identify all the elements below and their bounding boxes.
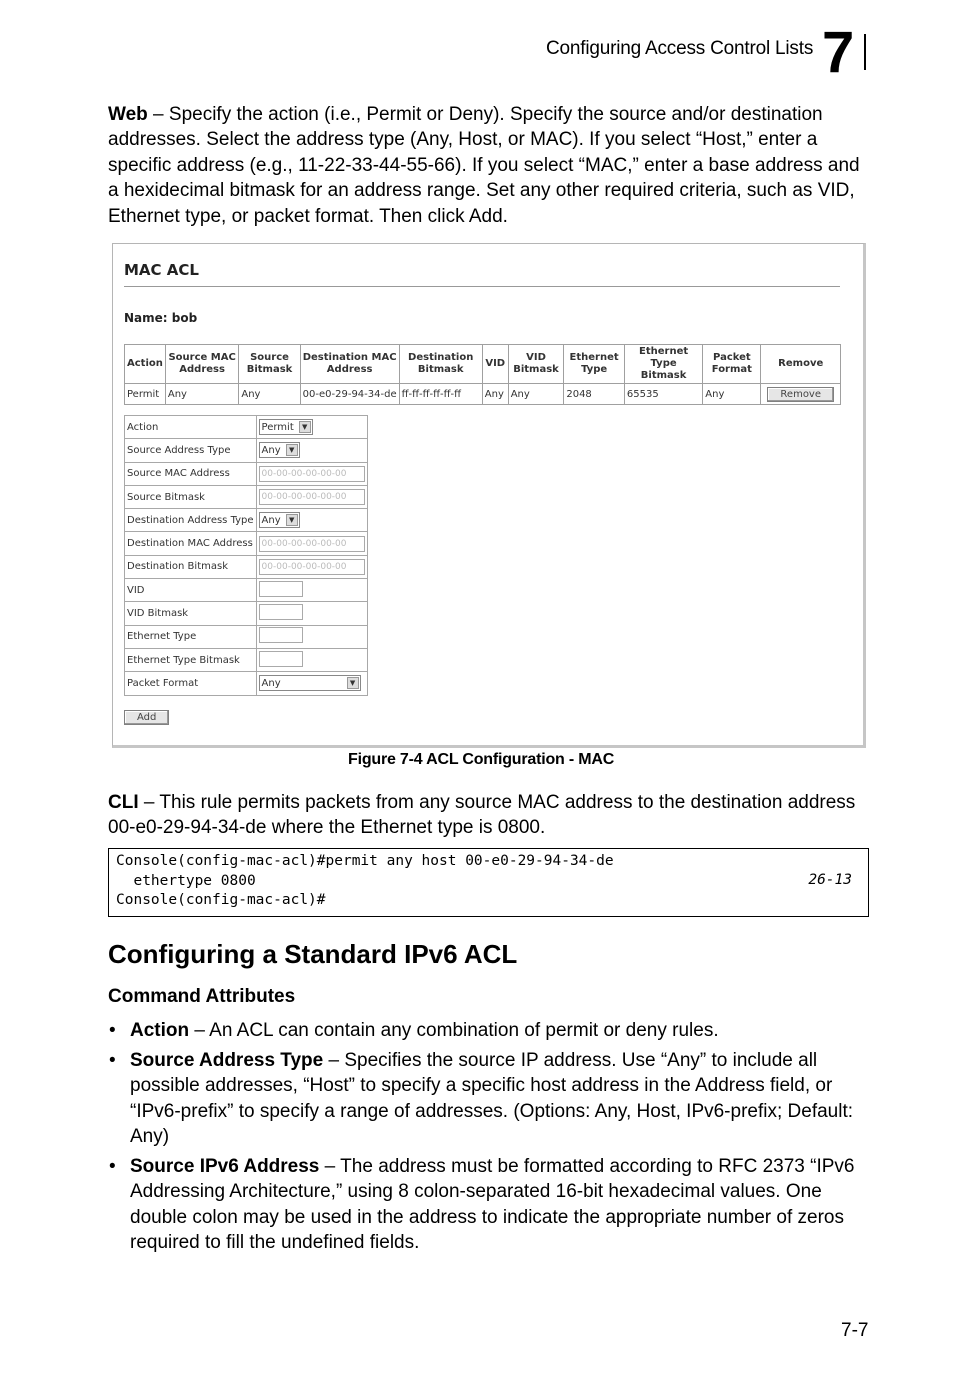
code-line-3: Console(config-mac-acl)# — [116, 892, 326, 908]
source-mac-address-input[interactable]: 00-00-00-00-00-00 — [259, 466, 365, 482]
command-reference: 26-13 — [808, 872, 852, 888]
web-lead: Web — [108, 104, 148, 125]
cli-paragraph — [108, 790, 868, 841]
page-number: 7-7 — [841, 1320, 869, 1341]
dropdown-arrow-icon: ▼ — [286, 514, 298, 526]
vid-bitmask-label: VID Bitmask — [125, 602, 257, 625]
bullet-icon: • — [109, 1020, 116, 1041]
action-select[interactable] — [259, 419, 313, 435]
packet-format-value: Any — [261, 678, 281, 690]
cell-source-mac: Any — [165, 384, 239, 405]
destination-bitmask-label: Destination Bitmask — [125, 555, 257, 578]
source-mac-address-label: Source MAC Address — [125, 462, 257, 485]
bullet-icon: • — [109, 1156, 116, 1177]
cli-code-block — [108, 848, 869, 917]
title-divider — [124, 286, 840, 287]
cell-vid-bitmask: Any — [508, 384, 564, 405]
source-address-type-label: Source Address Type — [125, 439, 257, 462]
web-paragraph — [108, 102, 868, 229]
add-button[interactable]: Add — [124, 710, 169, 725]
figure-caption: Figure 7-4 ACL Configuration - MAC — [348, 751, 615, 768]
dropdown-arrow-icon: ▼ — [347, 677, 359, 689]
list-item — [108, 1154, 868, 1256]
bullet-text: – The address must be formatted according to RFC 2373 “IPv6 Addressing Architecture,” using 8 colon-separated 16-bit hexadecimal values. One double colon may be used in the address to indicate the appropriate number of zeros required to fill the undefined fields. — [130, 1156, 855, 1254]
table-header-row — [125, 345, 841, 384]
col-source-mac: Source MAC Address — [165, 345, 239, 384]
running-header-title: Configuring Access Control Lists — [546, 38, 814, 59]
remove-button[interactable]: Remove — [767, 387, 834, 402]
vid-bitmask-input[interactable] — [259, 604, 303, 620]
header-divider — [864, 34, 866, 70]
packet-format-label: Packet Format — [125, 672, 257, 695]
cell-ethernet-type: 2048 — [564, 384, 625, 405]
acl-rule-form — [124, 415, 368, 696]
cell-destination-mac: 00-e0-29-94-34-de — [300, 384, 399, 405]
col-ethernet-type-bitmask: Ethernet Type Bitmask — [624, 345, 702, 384]
bullet-text: – Specifies the source IP address. Use “Any” to include all possible addresses, “Host” to specify a specific host address in the Address field, or “IPv6-prefix” to specify a range of addresses. (Options: Any, Host, IPv6-prefix; Default: Any) — [130, 1050, 854, 1148]
cell-packet-format: Any — [703, 384, 761, 405]
acl-rules-table — [124, 344, 841, 405]
source-address-type-select[interactable] — [259, 442, 300, 458]
list-item — [108, 1018, 868, 1043]
destination-address-type-select[interactable] — [259, 512, 300, 528]
col-vid: VID — [482, 345, 508, 384]
cell-source-bitmask: Any — [239, 384, 300, 405]
ethernet-type-input[interactable] — [259, 627, 303, 643]
source-bitmask-input[interactable]: 00-00-00-00-00-00 — [259, 489, 365, 505]
action-label: Action — [125, 416, 257, 439]
action-select-value: Permit — [261, 422, 294, 434]
col-destination-mac: Destination MAC Address — [300, 345, 399, 384]
destination-mac-address-label: Destination MAC Address — [125, 532, 257, 555]
cell-destination-bitmask: ff-ff-ff-ff-ff-ff — [399, 384, 482, 405]
destination-mac-address-input[interactable]: 00-00-00-00-00-00 — [259, 536, 365, 552]
bullet-text: – An ACL can contain any combination of permit or deny rules. — [189, 1020, 719, 1041]
col-action: Action — [125, 345, 166, 384]
vid-label: VID — [125, 579, 257, 602]
cli-text: – This rule permits packets from any source MAC address to the destination address 00-e0-29-94-34-de where the Ethernet type is 0800. — [108, 792, 856, 839]
col-packet-format: Packet Format — [703, 345, 761, 384]
vid-input[interactable] — [259, 581, 303, 597]
ethernet-type-bitmask-input[interactable] — [259, 651, 303, 667]
source-bitmask-label: Source Bitmask — [125, 485, 257, 508]
col-destination-bitmask: Destination Bitmask — [399, 345, 482, 384]
mac-acl-screenshot — [112, 243, 866, 748]
acl-name-label: Name: bob — [124, 311, 198, 325]
cli-lead: CLI — [108, 792, 139, 813]
code-line-1: Console(config-mac-acl)#permit any host 00-e0-29-94-34-de — [116, 853, 614, 869]
mac-acl-title: MAC ACL — [124, 261, 199, 279]
ethernet-type-label: Ethernet Type — [125, 625, 257, 648]
destination-bitmask-input[interactable]: 00-00-00-00-00-00 — [259, 559, 365, 575]
cell-remove — [761, 384, 841, 405]
col-source-bitmask: Source Bitmask — [239, 345, 300, 384]
dropdown-arrow-icon: ▼ — [299, 421, 311, 433]
destination-address-type-label: Destination Address Type — [125, 509, 257, 532]
bullet-icon: • — [109, 1050, 116, 1071]
section-heading: Configuring a Standard IPv6 ACL — [108, 939, 518, 969]
subsection-heading: Command Attributes — [108, 986, 296, 1007]
source-address-type-value: Any — [261, 445, 281, 457]
dropdown-arrow-icon: ▼ — [286, 444, 298, 456]
bullet-term: Source Address Type — [130, 1050, 324, 1071]
web-text: – Specify the action (i.e., Permit or Deny). Specify the source and/or destination addresses. Select the address type (Any, Host, or MAC). If you select “Host,” enter a specific address (e.g., 11-22-33-44-55-66). If you select “MAC,” enter a base address and a hexidecimal bitmask for an address range. Set any other required criteria, such as VID, Ethernet type, or packet format. Then click Add. — [108, 104, 860, 227]
col-remove: Remove — [761, 345, 841, 384]
cell-ethernet-type-bitmask: 65535 — [624, 384, 702, 405]
ethernet-type-bitmask-label: Ethernet Type Bitmask — [125, 648, 257, 671]
code-line-2: ethertype 0800 — [116, 872, 256, 889]
table-row — [125, 384, 841, 405]
packet-format-select[interactable] — [259, 675, 361, 691]
cell-action: Permit — [125, 384, 166, 405]
chapter-number: 7 — [822, 20, 855, 85]
bullet-term: Action — [130, 1020, 190, 1041]
cell-vid: Any — [482, 384, 508, 405]
bullet-term: Source IPv6 Address — [130, 1156, 320, 1177]
destination-address-type-value: Any — [261, 515, 281, 527]
col-vid-bitmask: VID Bitmask — [508, 345, 564, 384]
col-ethernet-type: Ethernet Type — [564, 345, 625, 384]
list-item — [108, 1048, 868, 1150]
